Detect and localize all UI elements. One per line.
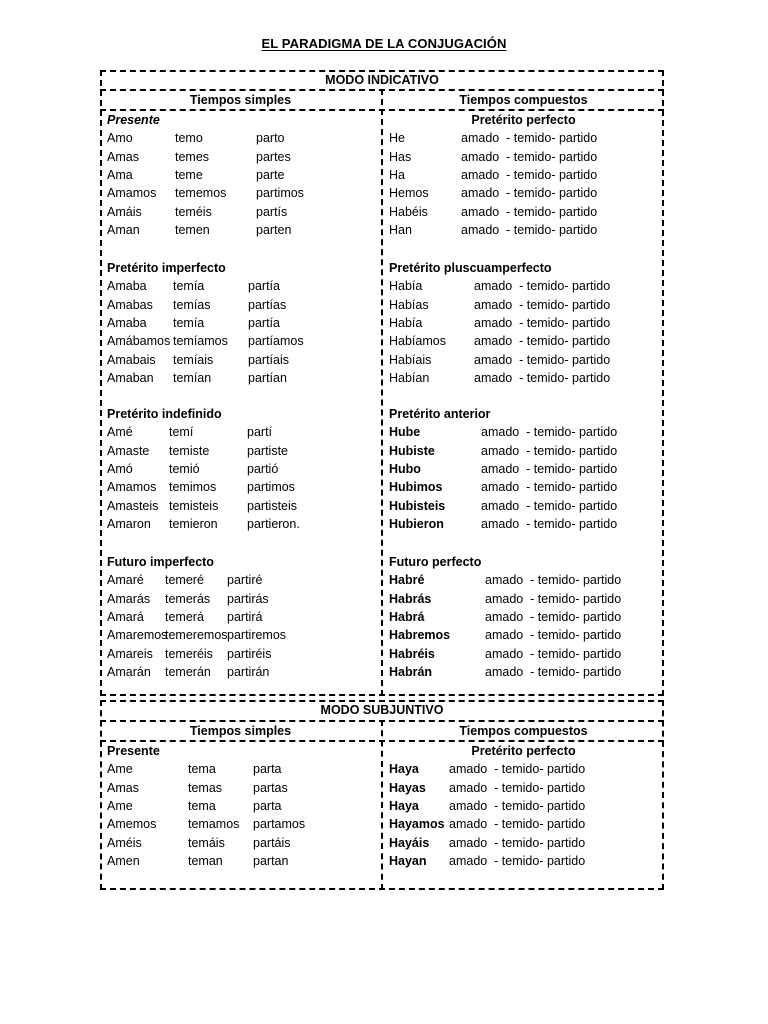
participles: amado - temido- partido (481, 443, 618, 458)
column-divider (381, 89, 383, 696)
verb-form: partáis (253, 835, 291, 850)
verb-form: partisteis (247, 498, 298, 513)
participles: amado - temido- partido (481, 461, 618, 476)
participles: amado - temido- partido (474, 279, 611, 294)
auxiliary-verb: Hayas (389, 780, 426, 795)
verb-form: Amaremos (107, 628, 168, 643)
verb-form: temía (173, 315, 205, 330)
auxiliary-verb: Habré (389, 573, 425, 588)
verb-form: temamos (188, 817, 240, 832)
verb-form: temen (175, 222, 210, 237)
section-title: Presente (107, 744, 160, 758)
verb-form: partas (253, 780, 288, 795)
verb-form: parto (256, 131, 285, 146)
participles: amado - temido- partido (449, 817, 586, 832)
participles: amado - temido- partido (449, 780, 586, 795)
subjuntivo-simples-header: Tiempos simples (189, 724, 292, 738)
verb-form: temáis (188, 835, 225, 850)
auxiliary-verb: Habéis (389, 204, 428, 219)
participles: amado - temido- partido (449, 798, 586, 813)
verb-form: Ame (107, 762, 133, 777)
participles: amado - temido- partido (481, 498, 618, 513)
verb-form: temiste (169, 443, 210, 458)
auxiliary-verb: Habíais (389, 352, 432, 367)
verb-form: Amamos (107, 186, 157, 201)
participles: amado - temido- partido (461, 222, 598, 237)
verb-form: Amarás (107, 591, 151, 606)
verb-form: partieron. (247, 516, 300, 531)
auxiliary-verb: Hemos (389, 186, 429, 201)
verb-form: Amábamos (107, 334, 171, 349)
auxiliary-verb: Hubimos (389, 480, 443, 495)
verb-form: temerás (165, 591, 211, 606)
participles: amado - temido- partido (474, 352, 611, 367)
verb-form: temerá (165, 609, 204, 624)
auxiliary-verb: Han (389, 222, 412, 237)
verb-form: partía (248, 315, 280, 330)
participles: amado - temido- partido (474, 334, 611, 349)
participles: amado - temido- partido (481, 480, 618, 495)
auxiliary-verb: Haya (389, 798, 419, 813)
verb-form: partirán (227, 664, 270, 679)
verb-form: Amaste (107, 443, 150, 458)
section-title: Futuro imperfecto (107, 555, 214, 569)
subjuntivo-compuestos-header: Tiempos compuestos (459, 724, 588, 738)
participles: amado - temido- partido (461, 204, 598, 219)
verb-form: partí (247, 425, 273, 440)
auxiliary-verb: Hubiste (389, 443, 435, 458)
verb-form: temían (173, 370, 212, 385)
participles: amado - temido- partido (474, 370, 611, 385)
verb-form: Amáis (107, 204, 142, 219)
verb-form: temimos (169, 480, 217, 495)
auxiliary-verb: Hayamos (389, 817, 445, 832)
verb-form: parten (256, 222, 292, 237)
participles: amado - temido- partido (474, 315, 611, 330)
verb-form: Amo (107, 131, 133, 146)
verb-form: partís (256, 204, 288, 219)
auxiliary-verb: Había (389, 315, 423, 330)
verb-form: partiremos (227, 628, 287, 643)
verb-form: temíamos (173, 334, 228, 349)
verb-form: parta (253, 762, 282, 777)
verb-form: Amen (107, 853, 140, 868)
auxiliary-verb: Habremos (389, 628, 451, 643)
verb-form: Amaba (107, 279, 147, 294)
indicativo-simples-header: Tiempos simples (189, 93, 292, 107)
verb-form: temeré (165, 573, 204, 588)
auxiliary-verb: Haya (389, 762, 419, 777)
auxiliary-verb: Hayan (389, 853, 427, 868)
section-title: Presente (107, 113, 160, 127)
auxiliary-verb: Has (389, 149, 412, 164)
verb-form: teméis (175, 204, 212, 219)
participles: amado - temido- partido (449, 853, 586, 868)
auxiliary-verb: Habrán (389, 664, 433, 679)
auxiliary-verb: Habrás (389, 591, 432, 606)
verb-form: tema (188, 798, 216, 813)
verb-form: Amamos (107, 480, 157, 495)
auxiliary-verb: Habías (389, 297, 429, 312)
participles: amado - temido- partido (449, 762, 586, 777)
auxiliary-verb: Hube (389, 425, 421, 440)
participles: amado - temido- partido (485, 609, 622, 624)
subjuntivo-header: MODO SUBJUNTIVO (320, 703, 444, 717)
section-title: Futuro perfecto (389, 555, 482, 569)
auxiliary-verb: Habréis (389, 646, 435, 661)
auxiliary-verb: Habíamos (389, 334, 446, 349)
verb-form: partíais (248, 352, 289, 367)
participles: amado - temido- partido (461, 149, 598, 164)
verb-form: Améis (107, 835, 142, 850)
verb-form: partamos (253, 817, 306, 832)
verb-form: Amas (107, 149, 139, 164)
participles: amado - temido- partido (461, 131, 598, 146)
participles: amado - temido- partido (449, 835, 586, 850)
verb-form: Amará (107, 609, 144, 624)
verb-form: partiré (227, 573, 263, 588)
indicativo-compuestos-header: Tiempos compuestos (459, 93, 588, 107)
auxiliary-verb: Habrá (389, 609, 425, 624)
auxiliary-verb: He (389, 131, 405, 146)
verb-form: partíamos (248, 334, 304, 349)
auxiliary-verb: Hubisteis (389, 498, 446, 513)
verb-form: Amas (107, 780, 139, 795)
section-title: Pretérito perfecto (471, 113, 576, 127)
participles: amado - temido- partido (485, 646, 622, 661)
participles: amado - temido- partido (461, 167, 598, 182)
verb-form: Amarán (107, 664, 151, 679)
verb-form: Amaron (107, 516, 151, 531)
verb-form: temíais (173, 352, 214, 367)
verb-form: partió (247, 461, 279, 476)
participles: amado - temido- partido (474, 297, 611, 312)
verb-form: temerán (165, 664, 211, 679)
participles: amado - temido- partido (461, 186, 598, 201)
verb-form: partimos (247, 480, 295, 495)
auxiliary-verb: Ha (389, 167, 405, 182)
verb-form: Amemos (107, 817, 157, 832)
verb-form: temí (169, 425, 194, 440)
verb-form: Ame (107, 798, 133, 813)
verb-form: Amaré (107, 573, 144, 588)
verb-form: Aman (107, 222, 140, 237)
verb-form: Amabais (107, 352, 156, 367)
verb-form: tema (188, 762, 216, 777)
verb-form: temes (175, 149, 210, 164)
section-title: Pretérito anterior (389, 407, 491, 421)
auxiliary-verb: Había (389, 279, 423, 294)
auxiliary-verb: Hubo (389, 461, 421, 476)
verb-form: teme (175, 167, 203, 182)
verb-form: Amaban (107, 370, 154, 385)
participles: amado - temido- partido (481, 425, 618, 440)
verb-form: tememos (175, 186, 227, 201)
verb-form: Amasteis (107, 498, 159, 513)
verb-form: Amareis (107, 646, 153, 661)
indicativo-header: MODO INDICATIVO (325, 73, 439, 87)
verb-form: partías (248, 297, 287, 312)
participles: amado - temido- partido (485, 591, 622, 606)
verb-form: parte (256, 167, 285, 182)
verb-form: partimos (256, 186, 304, 201)
verb-form: teman (188, 853, 223, 868)
participles: amado - temido- partido (485, 573, 622, 588)
verb-form: partan (253, 853, 289, 868)
auxiliary-verb: Hayáis (389, 835, 430, 850)
verb-form: partes (256, 149, 291, 164)
verb-form: partirás (227, 591, 269, 606)
section-title: Pretérito perfecto (471, 744, 576, 758)
auxiliary-verb: Hubieron (389, 516, 444, 531)
verb-form: partiréis (227, 646, 272, 661)
verb-form: partirá (227, 609, 263, 624)
verb-form: temeréis (165, 646, 213, 661)
verb-form: Amaba (107, 315, 147, 330)
participles: amado - temido- partido (485, 628, 622, 643)
verb-form: partía (248, 279, 280, 294)
verb-form: temas (188, 780, 223, 795)
verb-form: temieron (169, 516, 218, 531)
verb-form: temías (173, 297, 211, 312)
auxiliary-verb: Habían (389, 370, 430, 385)
verb-form: temía (173, 279, 205, 294)
section-title: Pretérito imperfecto (107, 261, 226, 275)
verb-form: temisteis (169, 498, 219, 513)
verb-form: partiste (247, 443, 288, 458)
participles: amado - temido- partido (481, 516, 618, 531)
verb-form: partían (248, 370, 287, 385)
verb-form: parta (253, 798, 282, 813)
verb-form: Amé (107, 425, 133, 440)
verb-form: Ama (107, 167, 133, 182)
verb-form: Amabas (107, 297, 153, 312)
participles: amado - temido- partido (485, 664, 622, 679)
verb-form: Amó (107, 461, 133, 476)
verb-form: temió (169, 461, 200, 476)
section-title: Pretérito pluscuamperfecto (389, 261, 552, 275)
page-title: EL PARADIGMA DE LA CONJUGACIÓN (261, 36, 507, 51)
verb-form: temo (175, 131, 203, 146)
verb-form: temeremos (165, 628, 228, 643)
section-title: Pretérito indefinido (107, 407, 222, 421)
